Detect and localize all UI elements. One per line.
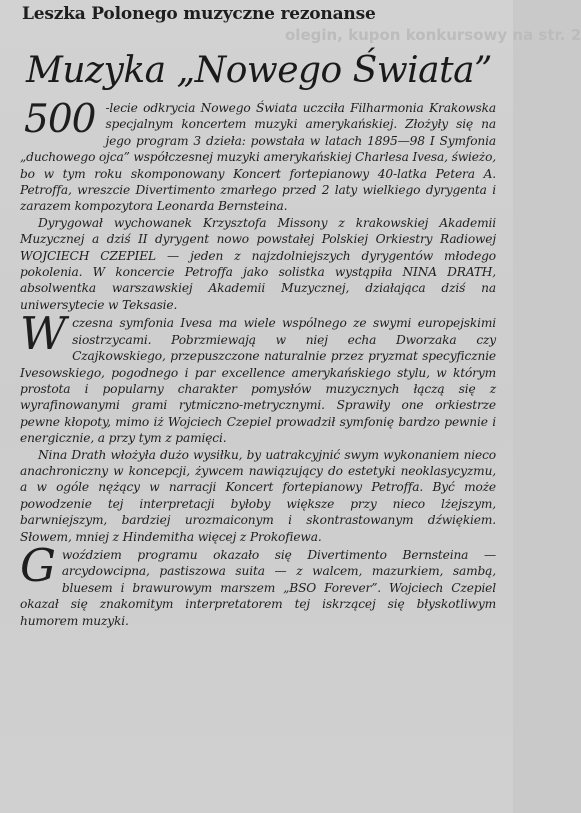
paragraph-ives-text: czesna symfonia Ivesa ma wiele wspólnego ze swymi europejskimi siostrzycami. Pobrzmiewają w niej echa Dworzaka czy Czajkowskiego, przepuszczone naturalnie przez pryzmat specyficznie Ivesowskiego, pogodnego i par excellence amerykańskiego stylu, w którym prostota i popularny charakter pomysłów muzycznych łączą się z wyrafinowanymi grami rytmiczno-metrycznymi. Sprawiły one orkiestrze pewne kłopoty, mimo iż Wojciech Czepiel prowadził symfonię bardzo pewnie i energicznie, a przy tym z pamięci.	[20, 316, 496, 446]
lead-number: 500	[24, 97, 96, 142]
paragraph-bernstein	[20, 538, 496, 629]
column-kicker: Leszka Polonego muzyczne rezonanse	[22, 4, 376, 24]
lead-text: -lecie odkrycia Nowego Świata uczciła Filharmonia Krakowska specjalnym koncertem muzyki amerykańskiej. Złożyły się na jego program 3 dzieła: powstała w latach 1895—98 I Symfonia „duchowego ojca” współczesnej muzyki amerykańskiej Charlesa Ivesa, świeżo, bo w tym roku skomponowany Koncert fortepianowy 40-latka Petera A. Petroffa, wreszcie Divertimento zmarłego przed 2 laty wielkiego dyrygenta i zarazem kompozytora Leonarda Bernsteina.	[20, 101, 496, 214]
paragraph-bernstein-text: woździem programu okazało się Divertimento Bernsteina — arcydowcipna, pastiszowa suita — z walcem, mazurkiem, sambą, bluesem i brawurowym marszem „BSO Forever”. Wojciech Czepiel okazał się znakomitym interpretatorem tej iskrzącej się błyskotliwym humorem muzyki.	[20, 547, 496, 628]
bleed-through-text: olegin, kupon konkursowy na str. 2	[285, 26, 581, 44]
paragraph-conductor: Dyrygował wychowanek Krzysztofa Missony z krakowskiej Akademii Muzycznej a dziś II dyrygent nowo powstałej Polskiej Orkiestry Radiowej WOJCIECH CZEPIEL — jeden z najzdolniejszych dyrygentów młodego pokolenia. W koncercie Petroffa jako solistka wystąpiła NINA DRATH, absolwentka warszawskiej Akademii Muzycznej, działająca dziś na uniwersytecie w Teksasie.	[20, 215, 496, 312]
lead-paragraph	[20, 97, 496, 215]
drop-cap-w: W	[20, 307, 67, 361]
article-headline: Muzyka „Nowego Świata”	[26, 50, 492, 91]
paragraph-drath: Nina Drath włożyła dużo wysiłku, by uatrakcyjnić swym wykonaniem nieco anachroniczny w koncepcji, żywcem nawiązujący do estetyki neoklasycyzmu, a w ogóle nężący w narracji Koncert fortepianowy Petroffa. Być może powodzenie tej interpretacji byłoby większe przy nieco lżejszym, barwniejszym, bardziej urozmaiconym i skontrastowanym dźwiękiem. Słowem, mniej z Hindemitha więcej z Prokofiewa.	[20, 447, 496, 544]
article-body	[20, 97, 496, 629]
drop-cap-g: G	[20, 538, 56, 592]
paragraph-ives	[20, 307, 496, 446]
